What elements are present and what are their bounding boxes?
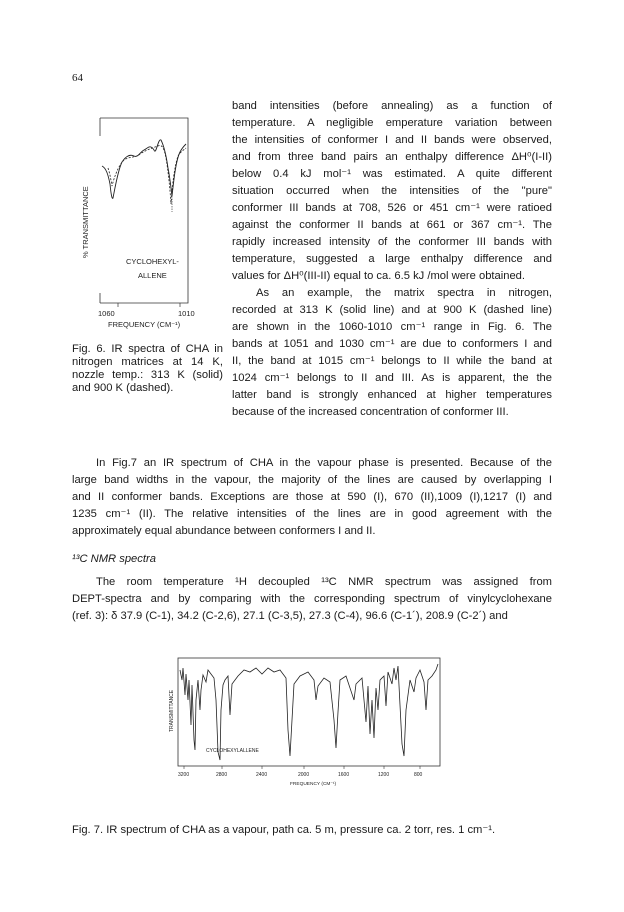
fig7-x-tick-label: 2400 xyxy=(256,772,268,778)
paragraph-3 xyxy=(72,455,552,540)
fig6-sample-label-1: CYCLOHEXYL- xyxy=(126,257,179,266)
text-line: bands at 1051 and 1030 cm⁻¹ are due to conformers I and xyxy=(232,338,552,350)
fig7-x-tick-label: 3200 xyxy=(178,772,190,778)
fig6-sample-label-2: ALLENE xyxy=(138,271,167,280)
fig6-dashed-spectrum xyxy=(108,146,186,205)
fig7-x-ticks xyxy=(178,766,423,778)
fig7-x-tick-label: 2800 xyxy=(216,772,228,778)
fig7-x-axis-label: FREQUENCY (CM⁻¹) xyxy=(290,782,337,787)
fig6-x-tick-right: 1010 xyxy=(178,309,195,318)
fig7-x-tick-label: 1600 xyxy=(338,772,350,778)
text-line: situation occurred when the intensities of the "pure" xyxy=(232,185,552,197)
text-line: 1235 cm⁻¹ (II). The relative intensities of the lines are in good agreement with the xyxy=(72,508,552,520)
text-line: temperature. A negligible emperature variation between xyxy=(232,117,552,129)
text-line: temperature, suggested a large enthalpy difference and xyxy=(232,253,552,265)
fig7-x-tick-label: 2000 xyxy=(298,772,310,778)
section-heading: ¹³C NMR spectra xyxy=(72,553,156,565)
text-line: rapidly increased intensity of the conformer III bands with xyxy=(232,236,552,248)
text-line: large band widths in the vapour, the majority of the lines are caused by overlapping I xyxy=(72,474,552,486)
text-line: below 0.4 kJ mol⁻¹ was estimated. A quite different xyxy=(232,168,552,180)
figure-7 xyxy=(158,640,448,790)
fig6-x-tick-left: 1060 xyxy=(98,309,115,318)
text-line: II, the band at 1015 cm⁻¹ belongs to II while the band at xyxy=(232,355,552,367)
text-line: recorded at 313 K (solid line) and at 900 K (dashed line) xyxy=(232,304,552,316)
fig7-x-tick-label: 1200 xyxy=(378,772,390,778)
fig7-spectrum xyxy=(180,664,438,760)
text-line: As an example, the matrix spectra in nitrogen, xyxy=(256,287,552,299)
figure-6-caption: Fig. 6. IR spectra of CHA in nitrogen matrices at 14 K, nozzle temp.: 313 K (solid) and 900 K (dashed). xyxy=(72,343,223,394)
text-line: DEPT-spectra and by comparing with the corresponding spectrum of vinylcyclohexane xyxy=(72,593,552,605)
text-line: approximately equal abundance between conformers I and II. xyxy=(72,525,376,537)
text-line: In Fig.7 an IR spectrum of CHA in the vapour phase is presented. Because of the xyxy=(96,457,552,469)
figure-7-caption: Fig. 7. IR spectrum of CHA as a vapour, path ca. 5 m, pressure ca. 2 torr, res. 1 cm⁻¹. xyxy=(72,824,496,836)
text-line: conformer III bands at 708, 526 or 451 cm⁻¹ were ratioed xyxy=(232,202,552,214)
paragraph-4 xyxy=(72,574,552,625)
text-line: and II conformer bands. Exceptions are those at 590 (I), 670 (II),1009 (I),1217 (I) and xyxy=(72,491,552,503)
text-line: the intensities of conformer I and II bands were observed, xyxy=(232,134,552,146)
fig6-y-axis-label: % TRANSMITTANCE xyxy=(81,186,90,258)
text-line: (ref. 3): δ 37.9 (C-1), 34.2 (C-2,6), 27.1 (C-3,5), 27.3 (C-4), 96.6 (C-1´), 208.9 (C-2´) and xyxy=(72,610,508,622)
text-line: against the conformer II bands at 661 or 367 cm⁻¹. The xyxy=(232,219,552,231)
text-line: 1024 cm⁻¹ belongs to II and III. As is apparent, the the xyxy=(232,372,552,384)
fig7-sample-label: CYCLOHEXYLALLENE xyxy=(206,748,259,754)
text-line: values for ΔH⁰(III-II) equal to ca. 6.5 kJ /mol were obtained. xyxy=(232,270,526,282)
text-line: latter band is strongly enhanced at higher temperatures xyxy=(232,389,552,401)
text-line: The room temperature ¹H decoupled ¹³C NMR spectrum was assigned from xyxy=(96,576,552,588)
page-number: 64 xyxy=(72,72,83,84)
text-line: band intensities (before annealing) as a function of xyxy=(232,100,552,112)
fig7-x-tick-label: 800 xyxy=(414,772,423,778)
paragraph-1 xyxy=(232,98,552,285)
paragraph-2 xyxy=(232,285,552,421)
text-line: because of the increased concentration of conformer III. xyxy=(232,406,509,418)
fig7-y-axis-label: TRANSMITTANCE xyxy=(169,689,175,732)
fig6-solid-spectrum xyxy=(102,140,186,199)
text-line: are shown in the 1060-1010 cm⁻¹ range in Fig. 6. The xyxy=(232,321,552,333)
fig6-x-axis-label: FREQUENCY (CM⁻¹) xyxy=(108,320,181,329)
text-line: and from three band pairs an enthalpy difference ΔH⁰(I-II) xyxy=(232,151,552,163)
figure-6 xyxy=(78,108,228,338)
